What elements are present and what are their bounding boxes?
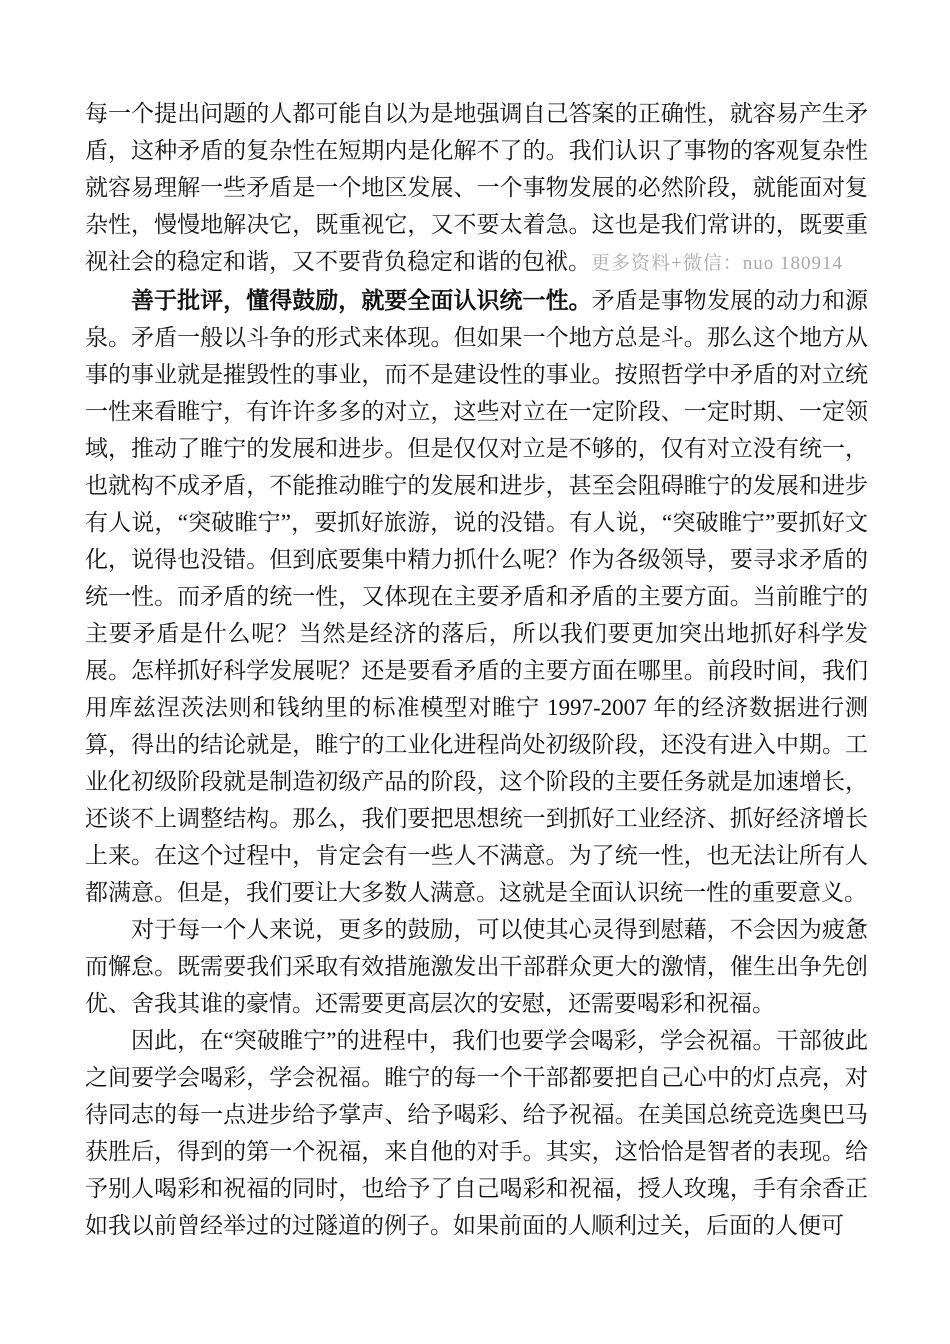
paragraph-unity [85, 282, 868, 911]
paragraph-unity-bold-lead: 善于批评，懂得鼓励，就要全面认识统一性。 [131, 288, 592, 313]
paragraph-cheer-blessing [85, 1022, 868, 1244]
paragraph-unity-text: 矛盾是事物发展的动力和源泉。矛盾一般以斗争的形式来体现。但如果一个地方总是斗。那么这个地方从事的事业就是摧毁性的事业，而不是建设性的事业。按照哲学中矛盾的对立统一性来看睢宁，有许许多多的对立，这些对立在一定阶段、一定时期、一定领域，推动了睢宁的发展和进步。但是仅仅对立是不够的，仅有对立没有统一，也就构不成矛盾，不能推动睢宁的发展和进步，甚至会阻碍睢宁的发展和进步有人说，“突破睢宁”，要抓好旅游，说的没错。有人说，“突破睢宁”要抓好文化，说得也没错。但到底要集中精力抓什么呢？作为各级领导，要寻求矛盾的统一性。而矛盾的统一性，又体现在主要矛盾和矛盾的主要方面。当前睢宁的主要矛盾是什么呢？当然是经济的落后，所以我们要更加突出地抓好科学发展。怎样抓好科学发展呢？还是要看矛盾的主要方面在哪里。前段时间，我们用库兹涅茨法则和钱纳里的标准模型对睢宁 1997-2007 年的经济数据进行测算，得出的结论就是，睢宁的工业化进程尚处初级阶段，还没有进入中期。工业化初级阶段就是制造初级产品的阶段，这个阶段的主要任务就是加速增长，还谈不上调整结构。那么，我们要把思想统一到抓好工业经济、抓好经济增长上来。在这个过程中，肯定会有一些人不满意。为了统一性，也无法让所有人都满意。但是，我们要让大多数人满意。这就是全面认识统一性的重要意义。 [85, 288, 869, 905]
paragraph-continuation-text: 每一个提出问题的人都可能自以为是地强调自己答案的正确性，就容易产生矛盾，这种矛盾的复杂性在短期内是化解不了的。我们认识了事物的客观复杂性就容易理解一些矛盾是一个地区发展、一个事物发展的必然阶段，就能面对复杂性，慢慢地解决它，既重视它，又不要太着急。这也是我们常讲的，既要重视社会的稳定和谐，又不要背负稳定和谐的包袱。 [85, 101, 868, 274]
paragraph-continuation [85, 95, 868, 282]
paragraph-cheer-blessing-text: 因此，在“突破睢宁”的进程中，我们也要学会喝彩，学会祝福。干部彼此之间要学会喝彩，学会祝福。睢宁的每一个干部都要把自己心中的灯点亮，对待同志的每一点进步给予掌声、给予喝彩、给予祝福。在美国总统竞选奥巴马获胜后，得到的第一个祝福，来自他的对手。其实，这恰恰是智者的表现。给予别人喝彩和祝福的同时，也给予了自己喝彩和祝福，授人玫瑰，手有余香正如我以前曾经举过的过隧道的例子。如果前面的人顺利过关，后面的人便可 [85, 1028, 868, 1238]
watermark-text: 更多资料+微信：nuo 180914 [591, 253, 843, 274]
paragraph-encouragement-text: 对于每一个人来说，更多的鼓励，可以使其心灵得到慰藉，不会因为疲惫而懈怠。既需要我们采取有效措施激发出干部群众更大的激情，催生出争先创优、舍我其谁的豪情。还需要更高层次的安慰，还需要喝彩和祝福。 [85, 917, 868, 1016]
paragraph-encouragement [85, 911, 868, 1022]
document-text-block [85, 95, 868, 1244]
